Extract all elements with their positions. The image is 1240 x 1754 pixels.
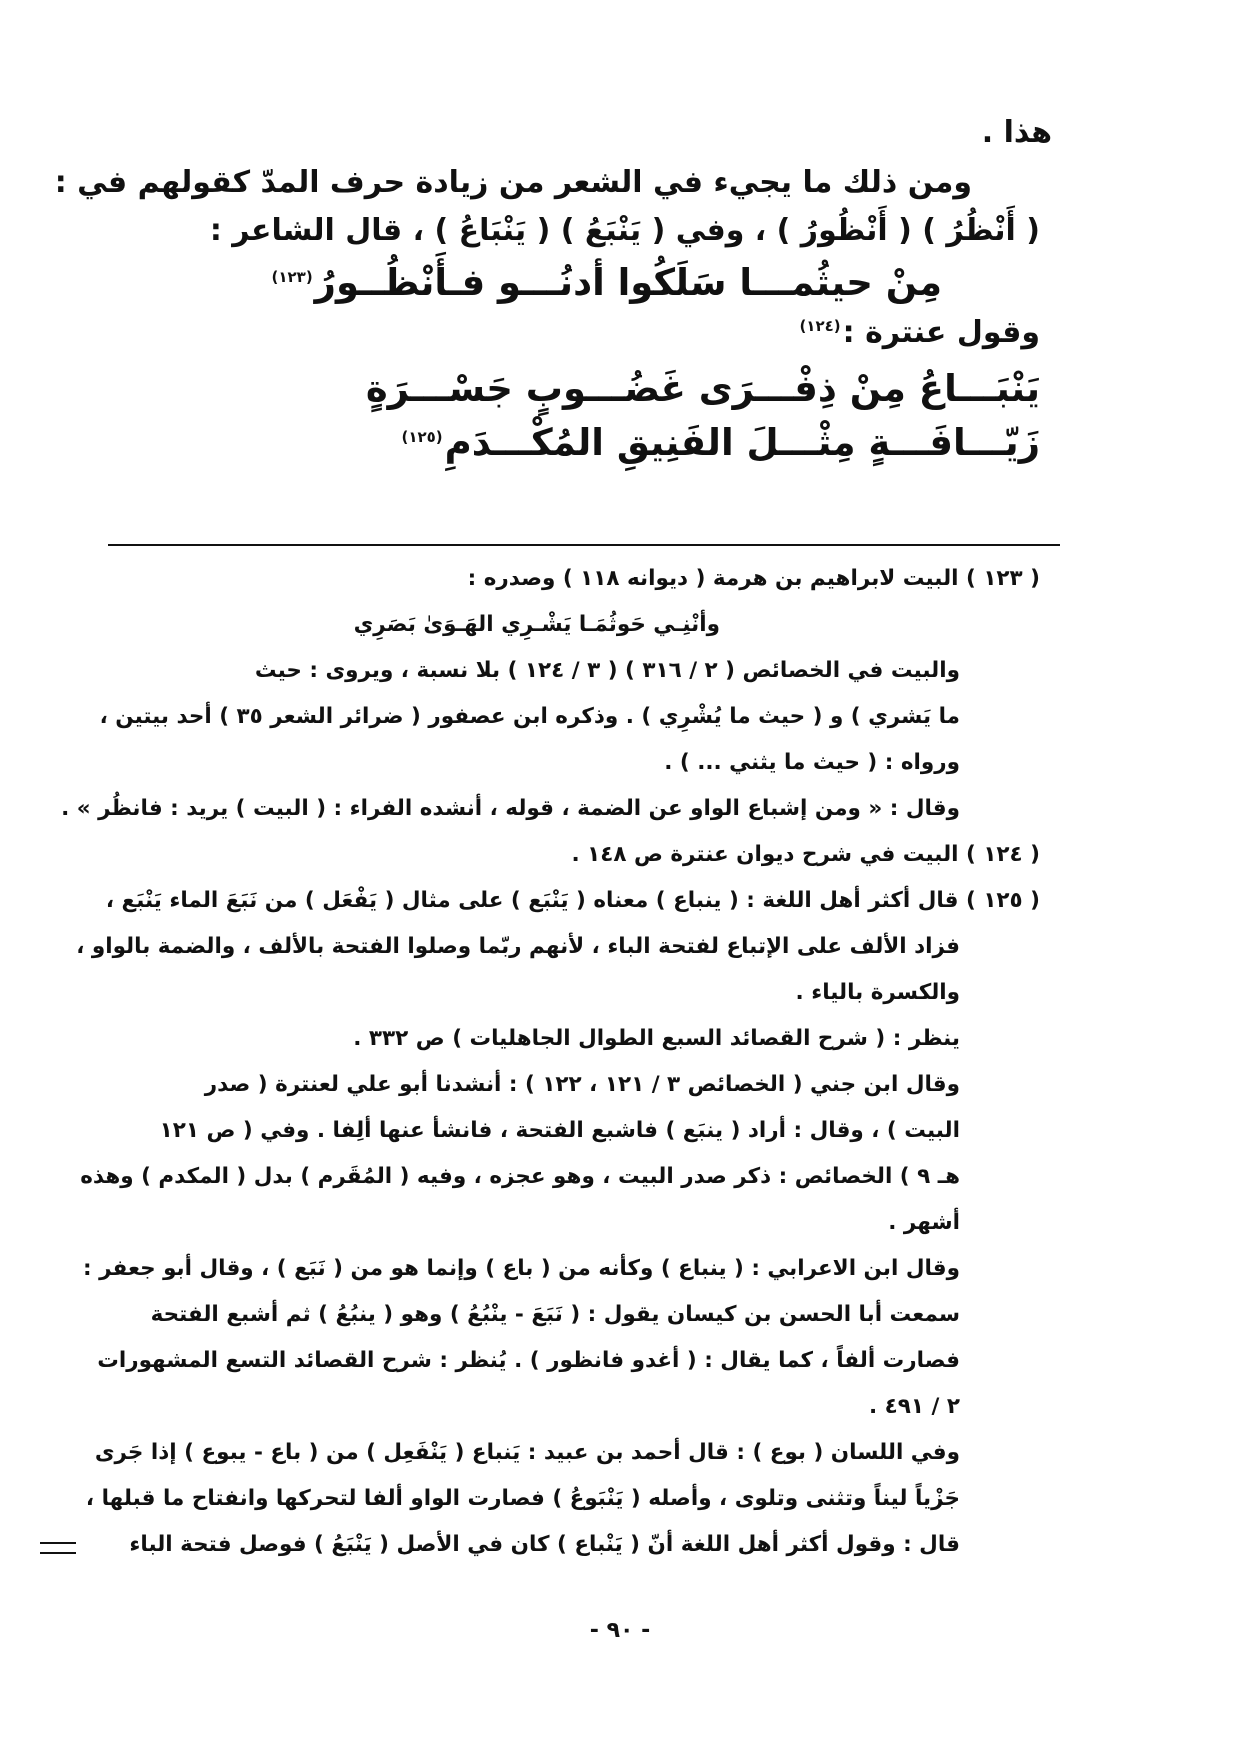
footnote-line: ٢ / ٤٩١ . bbox=[869, 1394, 960, 1419]
footnote-line: وفي اللسان ( بوع ) : قال أحمد بن عبيد : يَنباع ( يَنْفَعِل ) من ( باع - يبوع ) إذا جَرى bbox=[94, 1440, 960, 1465]
footnote-line: ( ١٢٥ ) قال أكثر أهل اللغة : ( ينباع ) معناه ( يَنْبَع ) على مثال ( يَفْعَل ) من نَبَعَ الماء يَنْبَع ، bbox=[105, 888, 1040, 913]
verse-text: زَيّـــافَـــةٍ مِثْـــلَ الفَنِيقِ المُكْـــدَمِ bbox=[444, 421, 1040, 464]
footnote-line: والبيت في الخصائص ( ٢ / ٣١٦ ) ( ٣ / ١٢٤ ) بلا نسبة ، ويروى : حيث bbox=[254, 658, 960, 683]
footnote-line: وقال ابن الاعرابي : ( ينباع ) وكأنه من ( باع ) وإنما هو من ( نَبَع ) ، وقال أبو جعفر : bbox=[83, 1256, 960, 1281]
footnote-line: هـ ٩ ) الخصائص : ذكر صدر البيت ، وهو عجزه ، وفيه ( المُقَرم ) بدل ( المكدم ) وهذه bbox=[80, 1164, 960, 1189]
verse-line bbox=[399, 421, 1040, 464]
main-text-line bbox=[797, 315, 1040, 350]
footnote-line: وقال ابن جني ( الخصائص ٣ / ١٢١ ، ١٢٢ ) : أنشدنا أبو علي لعنترة ( صدر bbox=[204, 1072, 960, 1097]
footnote-line: أشهر . bbox=[888, 1210, 960, 1235]
footnote-separator bbox=[108, 544, 1060, 546]
footnote-line: قال : وقول أكثر أهل اللغة أنّ ( يَنْباع ) كان في الأصل ( يَنْبَعُ ) فوصل فتحة الباء bbox=[129, 1532, 960, 1557]
footnote-line: جَزْياً ليناً وتثنى وتلوى ، وأصله ( يَنْبَوعُ ) فصارت الواو ألفا لتحركها وانفتاح ما قبلها ، bbox=[85, 1486, 960, 1511]
footnote-ref: (١٢٤) bbox=[799, 317, 841, 335]
footnote-ref: (١٢٣) bbox=[271, 267, 313, 286]
footnote-line: فزاد الألف على الإتباع لفتحة الباء ، لأنهم ربّما وصلوا الفتحة بالألف ، والضمة بالواو ، bbox=[76, 934, 960, 959]
footnote-line: وأنْنِـي حَوثُمَـا يَشْـرِي الهَـوَىٰ بَصَرِي bbox=[353, 612, 720, 637]
footnote-line: فصارت ألفاً ، كما يقال : ( أغدو فانظور ) . يُنظر : شرح القصائد التسع المشهورات bbox=[97, 1348, 960, 1373]
verse-text: مِنْ حيثُمـــا سَلَكُوا أدنُـــو فـأَنْظُــورُ bbox=[314, 261, 942, 304]
footnote-line: والكسرة بالياء . bbox=[795, 980, 960, 1005]
main-text-line: هذا . bbox=[981, 115, 1052, 150]
verse-line bbox=[269, 261, 942, 304]
verse-line: يَنْبَـــاعُ مِنْ ذِفْـــرَى غَضُـــوبٍ جَسْـــرَةٍ bbox=[365, 367, 1040, 410]
footnote-line: البيت ) ، وقال : أراد ( ينبَع ) فاشبع الفتحة ، فانشأ عنها ألِفا . وفي ( ص ١٢١ bbox=[159, 1118, 960, 1143]
page-number: - ٩٠ - bbox=[589, 1618, 651, 1643]
footnote-line: ورواه : ( حيث ما يثني ... ) . bbox=[664, 750, 960, 775]
footnote-line: سمعت أبا الحسن بن كيسان يقول : ( نَبَعَ - ينْبُعُ ) وهو ( ينبُعُ ) ثم أشبع الفتحة bbox=[150, 1302, 960, 1327]
main-text: وقول عنترة : bbox=[842, 315, 1040, 350]
main-text-line: ( أَنْظُرُ ) ( أَنْظُورُ ) ، وفي ( يَنْبَعُ ) ( يَنْبَاعُ ) ، قال الشاعر : bbox=[209, 213, 1040, 248]
footnote-ref: (١٢٥) bbox=[401, 427, 443, 446]
margin-continuation-mark bbox=[40, 1542, 76, 1554]
footnote-line: ما يَشري ) و ( حيث ما يُشْرِي ) . وذكره ابن عصفور ( ضرائر الشعر ٣٥ ) أحد بيتين ، bbox=[99, 704, 960, 729]
footnote-line: ينظر : ( شرح القصائد السبع الطوال الجاهليات ) ص ٣٣٢ . bbox=[353, 1026, 960, 1051]
footnote-line: ( ١٢٣ ) البيت لابراهيم بن هرمة ( ديوانه ١١٨ ) وصدره : bbox=[467, 566, 1040, 591]
footnote-line: ( ١٢٤ ) البيت في شرح ديوان عنترة ص ١٤٨ . bbox=[571, 842, 1040, 867]
main-text-line: ومن ذلك ما يجيء في الشعر من زيادة حرف المدّ كقولهم في : bbox=[54, 165, 972, 200]
footnote-line: وقال : « ومن إشباع الواو عن الضمة ، قوله ، أنشده الفراء : ( البيت ) يريد : فانظُر » . bbox=[61, 796, 960, 821]
